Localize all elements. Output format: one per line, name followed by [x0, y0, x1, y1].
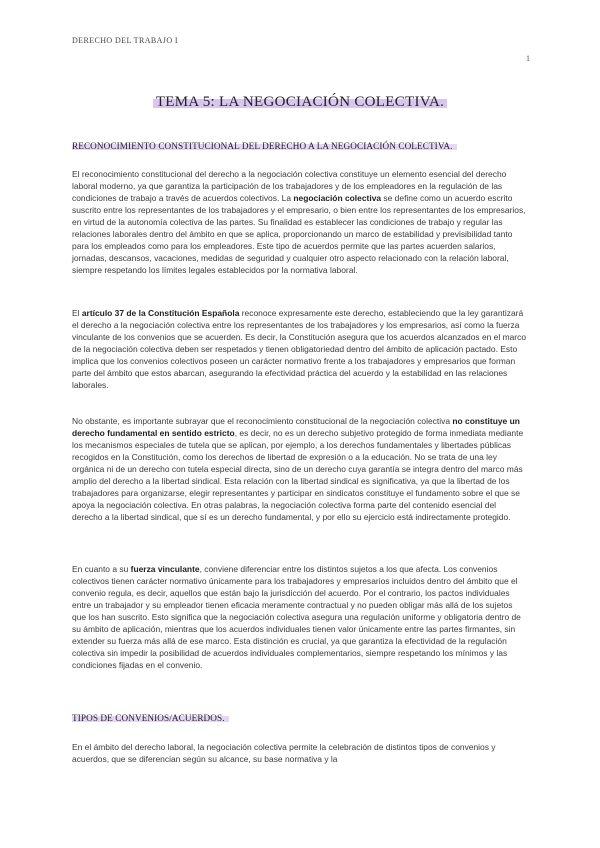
page-title-text: TEMA 5: LA NEGOCIACIÓN COLECTIVA.	[153, 94, 447, 110]
paragraph	[72, 742, 527, 766]
page-title	[0, 93, 600, 111]
paragraph-text: reconoce expresamente este derecho, estableciendo que la ley garantizará el derecho a la negociación colectiva entre los representantes de los trabajadores y los empresarios, así como la fuerza vinculante de los convenios que se acuerden. Es decir, la Constitución asegura que los acuerdos alcanzados en el marco de la negociación colectiva deben ser respetados y tienen obligatoriedad dentro del ámbito de aplicación pactado. Esto implica que los convenios colectivos poseen un carácter normativo frente a los trabajadores y empresarios que forman parte del ámbito que estos abarcan, asegurando la efectividad práctica del acuerdo y la estabilidad en las relaciones laborales.	[72, 308, 527, 390]
section-heading-constitutional	[72, 141, 457, 151]
paragraph	[72, 308, 527, 392]
bold-term: fuerza vinculante	[130, 564, 200, 574]
paragraph	[72, 169, 527, 277]
page-number: 1	[526, 54, 530, 63]
paragraph	[72, 564, 527, 672]
paragraph-text: No obstante, es importante subrayar que el reconocimiento constitucional de la negociación colectiva	[72, 416, 453, 426]
running-header: DERECHO DEL TRABAJO I	[72, 36, 178, 45]
paragraph-text: , es decir, no es un derecho subjetivo protegido de forma inmediata mediante los mecanismos especiales de tutela que se aplican, por ejemplo, a los derechos fundamentales y libertades públicas recogidos en la Constitución, como los derechos de libertad de expresión o a la educación. No se trata de una ley orgánica ni de un derecho con tutela especial directa, sino de un derecho cuya garantía se integra dentro del marco más amplio del derecho a la libertad sindical. Esta relación con la libertad sindical es significativa, ya que la libertad de los trabajadores para organizarse, elegir representantes y participar en sindicatos constituye el fundamento sobre el que se apoya la negociación colectiva. En otras palabras, la negociación colectiva forma parte del contenido esencial del derecho a la libertad sindical, que sí es un derecho fundamental, y por ello su ejercicio está indirectamente protegido.	[72, 427, 524, 522]
bold-term: artículo 37 de la Constitución Española	[81, 308, 240, 318]
paragraph-text: , conviene diferenciar entre los distintos sujetos a los que afecta. Los convenios colectivos tienen carácter normativo únicamente para los trabajadores y empresarios incluidos dentro del ámbito que el convenio regula, es decir, aquellos que están bajo la jurisdicción del acuerdo. Por el contrario, los pactos individuales entre un trabajador y su empleador tienen eficacia meramente contractual y no pueden obligar más allá de los sujetos que los han suscrito. Esto significa que la negociación colectiva asegura una regulación uniforme y obligatoria dentro de su ámbito de aplicación, mientras que los acuerdos individuales tienen valor únicamente entre las partes firmantes, sin extender su fuerza más allá de ese marco. Esta distinción es crucial, ya que garantiza la efectividad de la regulación colectiva sin impedir la posibilidad de acuerdos individuales complementarios, siempre respetando los mínimos y las condiciones fijadas en el convenio.	[72, 564, 521, 670]
section-heading-agreement-types	[72, 713, 229, 723]
section-heading-text: RECONOCIMIENTO CONSTITUCIONAL DEL DERECHO A LA NEGOCIACIÓN COLECTIVA.	[72, 141, 457, 151]
paragraph-text: se define como un acuerdo escrito suscrito entre los representantes de los trabajadores y el empresario, o bien entre los representantes de los empresarios, en virtud de la autonomía colectiva de las partes. Su finalidad es establecer las condiciones de trabajo y regular las relaciones laborales dentro del ámbito en que se aplica, proporcionando un marco de estabilidad y previsibilidad tanto para los empleados como para los empleadores. Este tipo de acuerdos permite que las partes acuerden salarios, jornadas, descansos, vacaciones, medidas de seguridad y cualquier otro aspecto relacionado con la relación laboral, siempre respetando los límites legales establecidos por la normativa laboral.	[72, 192, 526, 275]
bold-term: no constituye un derecho fundamental en sentido estricto	[72, 416, 520, 438]
paragraph-text: El	[72, 308, 82, 318]
paragraph-text: El reconocimiento constitucional del derecho a la negociación colectiva constituye un elemento esencial del derecho laboral moderno, ya que garantiza la participación de los trabajadores y de los empleadores en la regulación de las condiciones de trabajo a través de acuerdos colectivos. La	[72, 169, 507, 203]
paragraph-text: En el ámbito del derecho laboral, la negociación colectiva permite la celebración de distintos tipos de convenios y acuerdos, que se diferencian según su alcance, su base normativa y la	[72, 742, 496, 764]
paragraph-text: En cuanto a su	[72, 564, 131, 574]
bold-term: negociación colectiva	[293, 192, 382, 203]
section-heading-text: TIPOS DE CONVENIOS/ACUERDOS.	[72, 713, 229, 723]
paragraph	[72, 416, 527, 524]
